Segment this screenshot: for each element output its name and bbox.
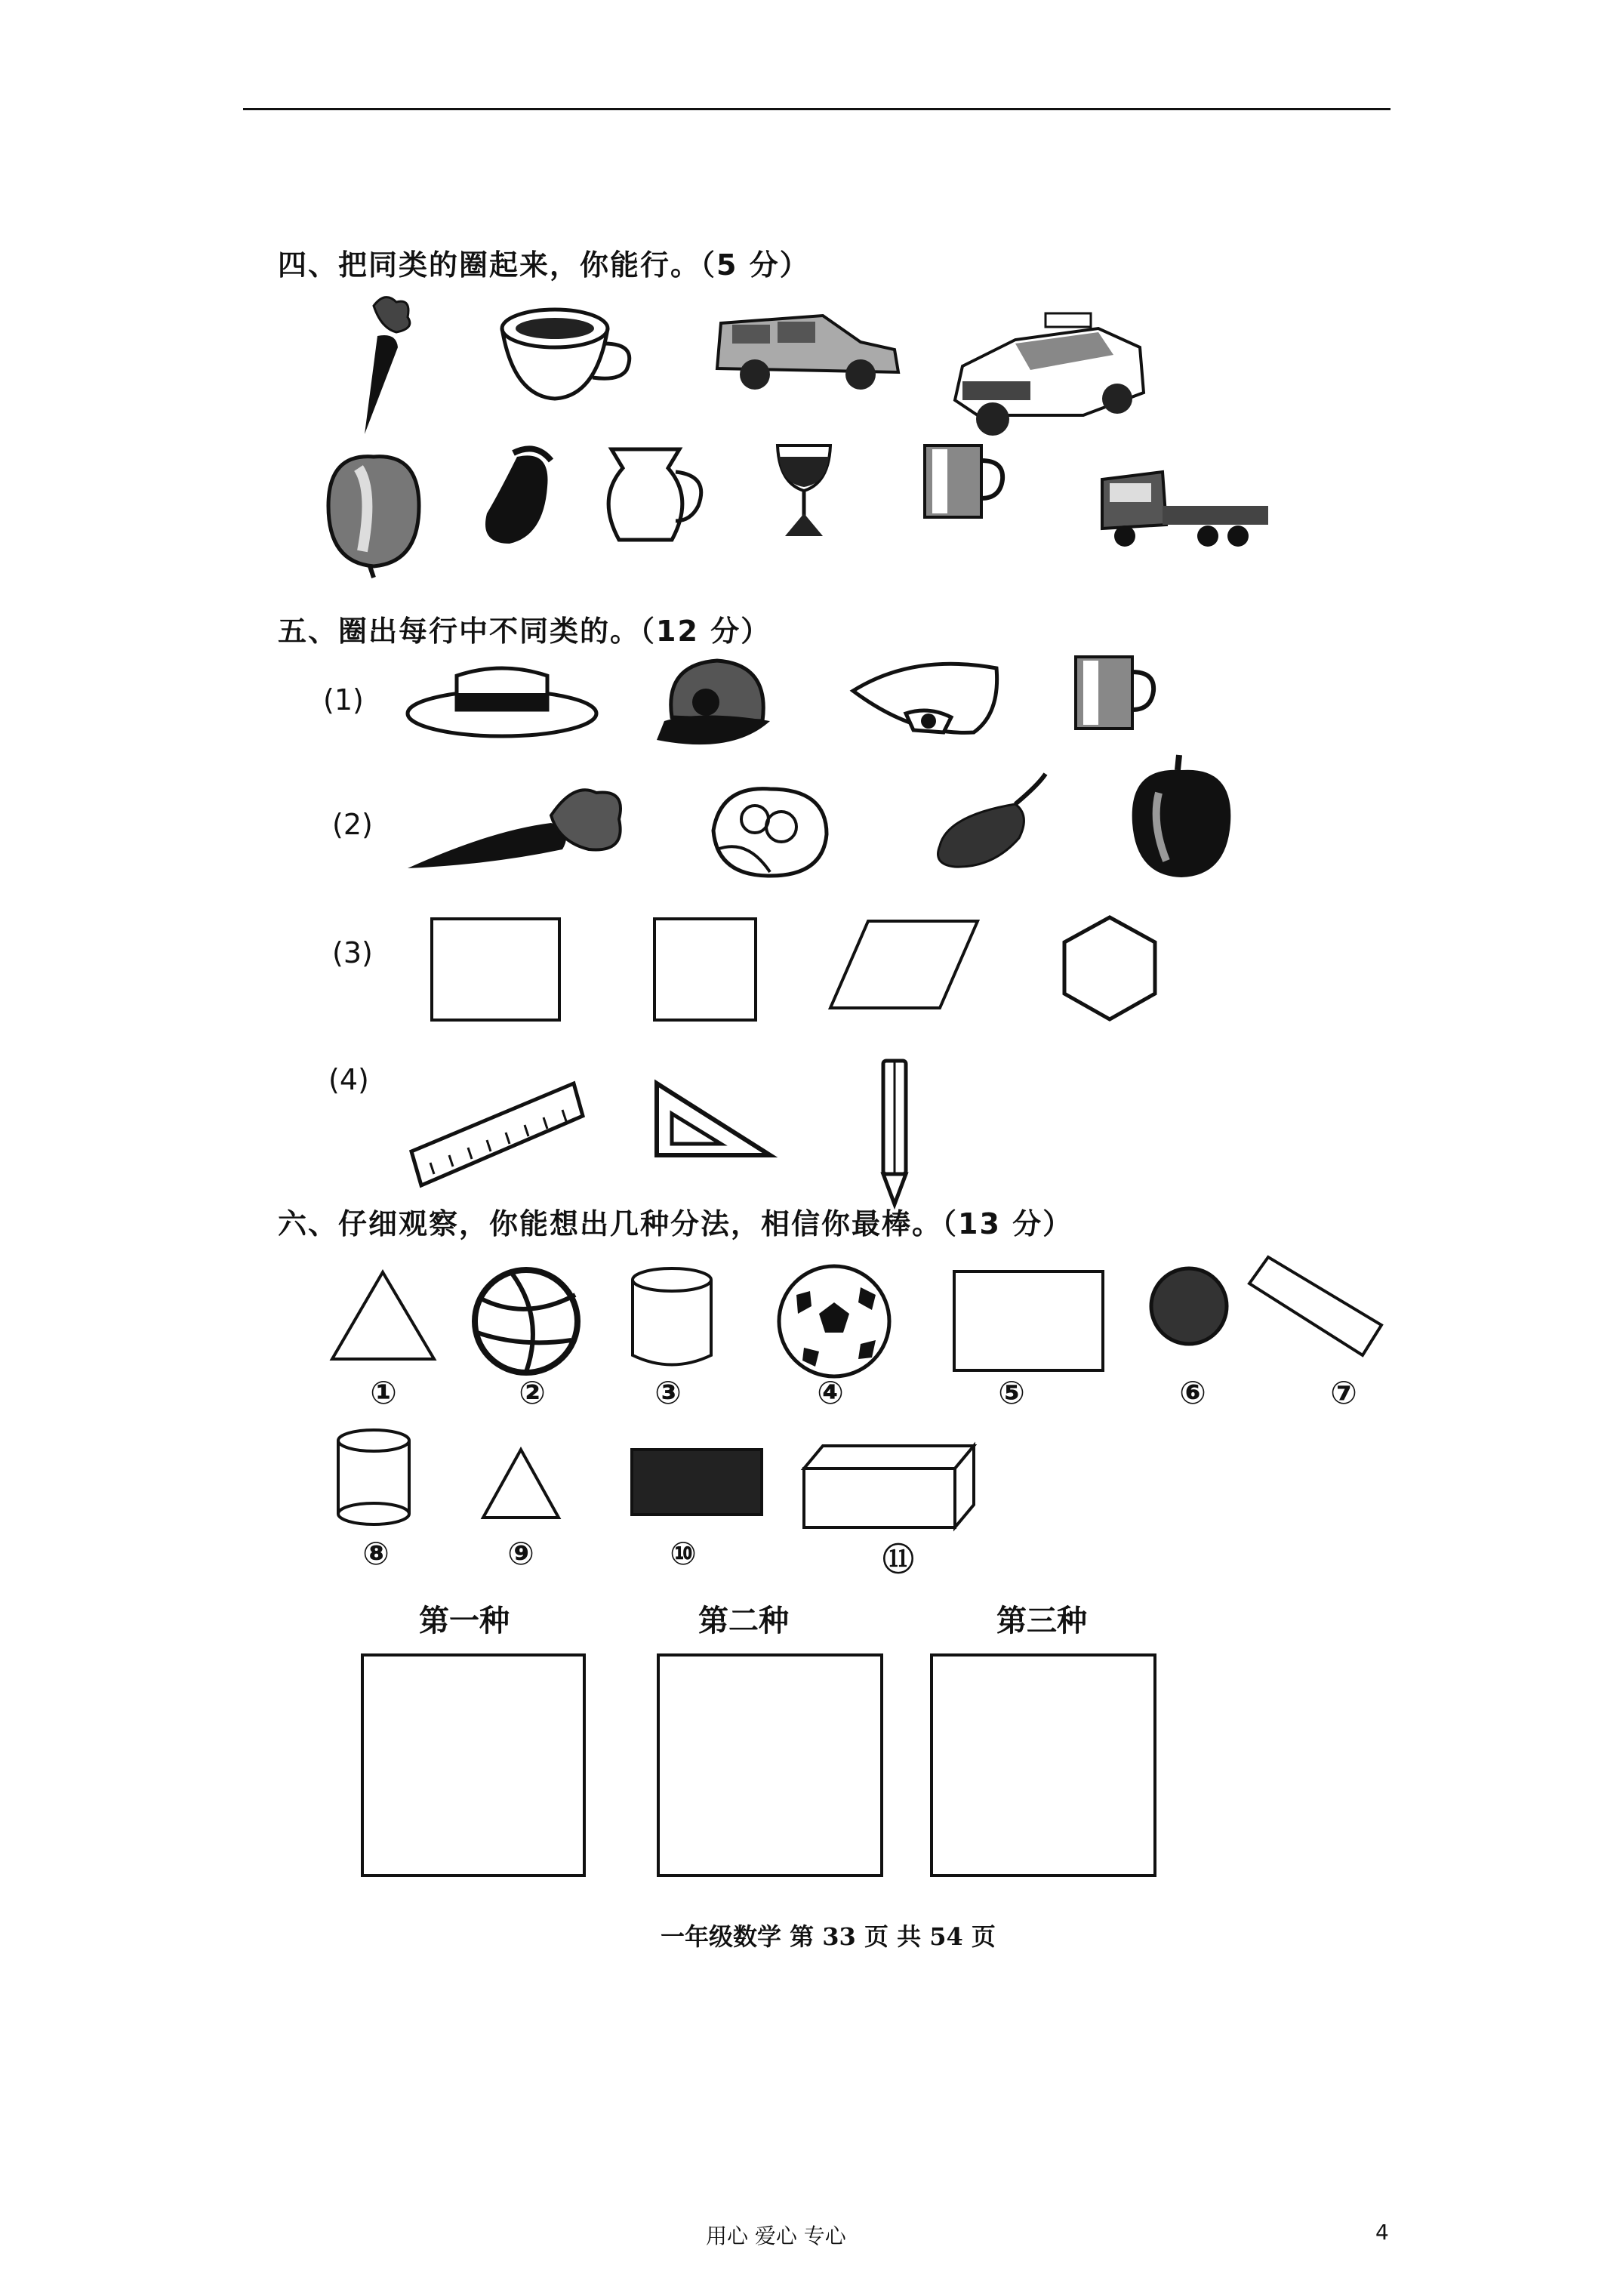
sun-hat-icon [845,646,1004,751]
row-label-1: (1) [323,683,364,717]
answer-box-3[interactable] [930,1653,1156,1877]
hexagon-icon [1061,914,1159,1023]
eggplant-icon-row2 [925,770,1061,876]
shape-number-4: ④ [817,1374,844,1411]
page-number: 4 [1375,2220,1389,2245]
answer-box-2[interactable] [657,1653,883,1877]
answer-box-1[interactable] [361,1653,586,1877]
motto: 用心 爱心 专心 [706,2224,846,2248]
category-label-1: 第一种 [419,1604,510,1638]
eggplant-icon [476,442,566,547]
shape-number-8: ⑧ [362,1535,390,1572]
mug-icon-row1 [1072,649,1155,736]
section5-heading: 五、圈出每行中不同类的。（12 分） [278,615,771,648]
category-label-2: 第二种 [698,1604,789,1638]
section6-heading: 六、仔细观察，你能想出几种分法，相信你最棒。（13 分） [278,1207,1073,1240]
parallelogram-icon [827,917,985,1012]
truck-icon [1095,464,1276,551]
straw-hat-icon [404,649,600,740]
teacup-icon [498,302,634,408]
top-rule [243,108,1390,110]
basketball-icon [470,1265,583,1378]
section4-heading: 四、把同类的圈起来，你能行。（5 分） [278,248,810,282]
shape-number-2: ② [519,1374,546,1411]
pencil-icon [872,1053,917,1212]
shape-number-9: ⑨ [507,1535,534,1572]
category-label-3: 第三种 [996,1604,1087,1638]
filled-rectangle-icon [630,1448,763,1516]
shape-number-1: ① [370,1374,397,1411]
baseball-cap-icon [649,649,778,763]
soccer-ball-icon [774,1261,895,1382]
cuboid-icon [800,1442,981,1533]
rectangle-icon [430,917,561,1022]
pepper-icon [321,445,427,578]
carrot-icon-row2 [400,778,627,876]
shape-number-6: ⑥ [1179,1374,1206,1411]
shape-number-7: ⑦ [1330,1374,1357,1411]
filled-circle-icon [1147,1265,1230,1348]
row-label-2: (2) [332,808,373,841]
row-label-3: (3) [332,936,373,969]
ruler-icon [408,1080,585,1189]
page-footer: 一年级数学 第 33 页 共 54 页 [661,1922,996,1951]
taxi-icon [947,310,1151,442]
mug-icon [921,438,1004,525]
shape-number-5: ⑤ [998,1374,1025,1411]
bell-pepper-icon [1125,755,1238,883]
square-icon [653,917,757,1022]
row-label-4: (4) [328,1063,369,1096]
tilted-rectangle-icon [1246,1253,1385,1363]
cauliflower-icon [702,778,838,883]
pitcher-icon [596,438,710,555]
set-square-icon [649,1080,778,1163]
suv-car-icon [710,308,906,391]
triangle-icon [328,1268,438,1363]
rectangle-icon-6 [953,1270,1104,1372]
shape-number-11: ⑪ [882,1541,914,1578]
cylinder-icon [627,1265,717,1374]
wine-glass-icon [770,438,838,544]
carrot-icon [343,291,419,442]
cylinder-icon-8 [332,1427,415,1533]
small-triangle-icon [479,1446,562,1521]
shape-number-3: ③ [654,1374,682,1411]
shape-number-10: ⑩ [670,1535,697,1572]
